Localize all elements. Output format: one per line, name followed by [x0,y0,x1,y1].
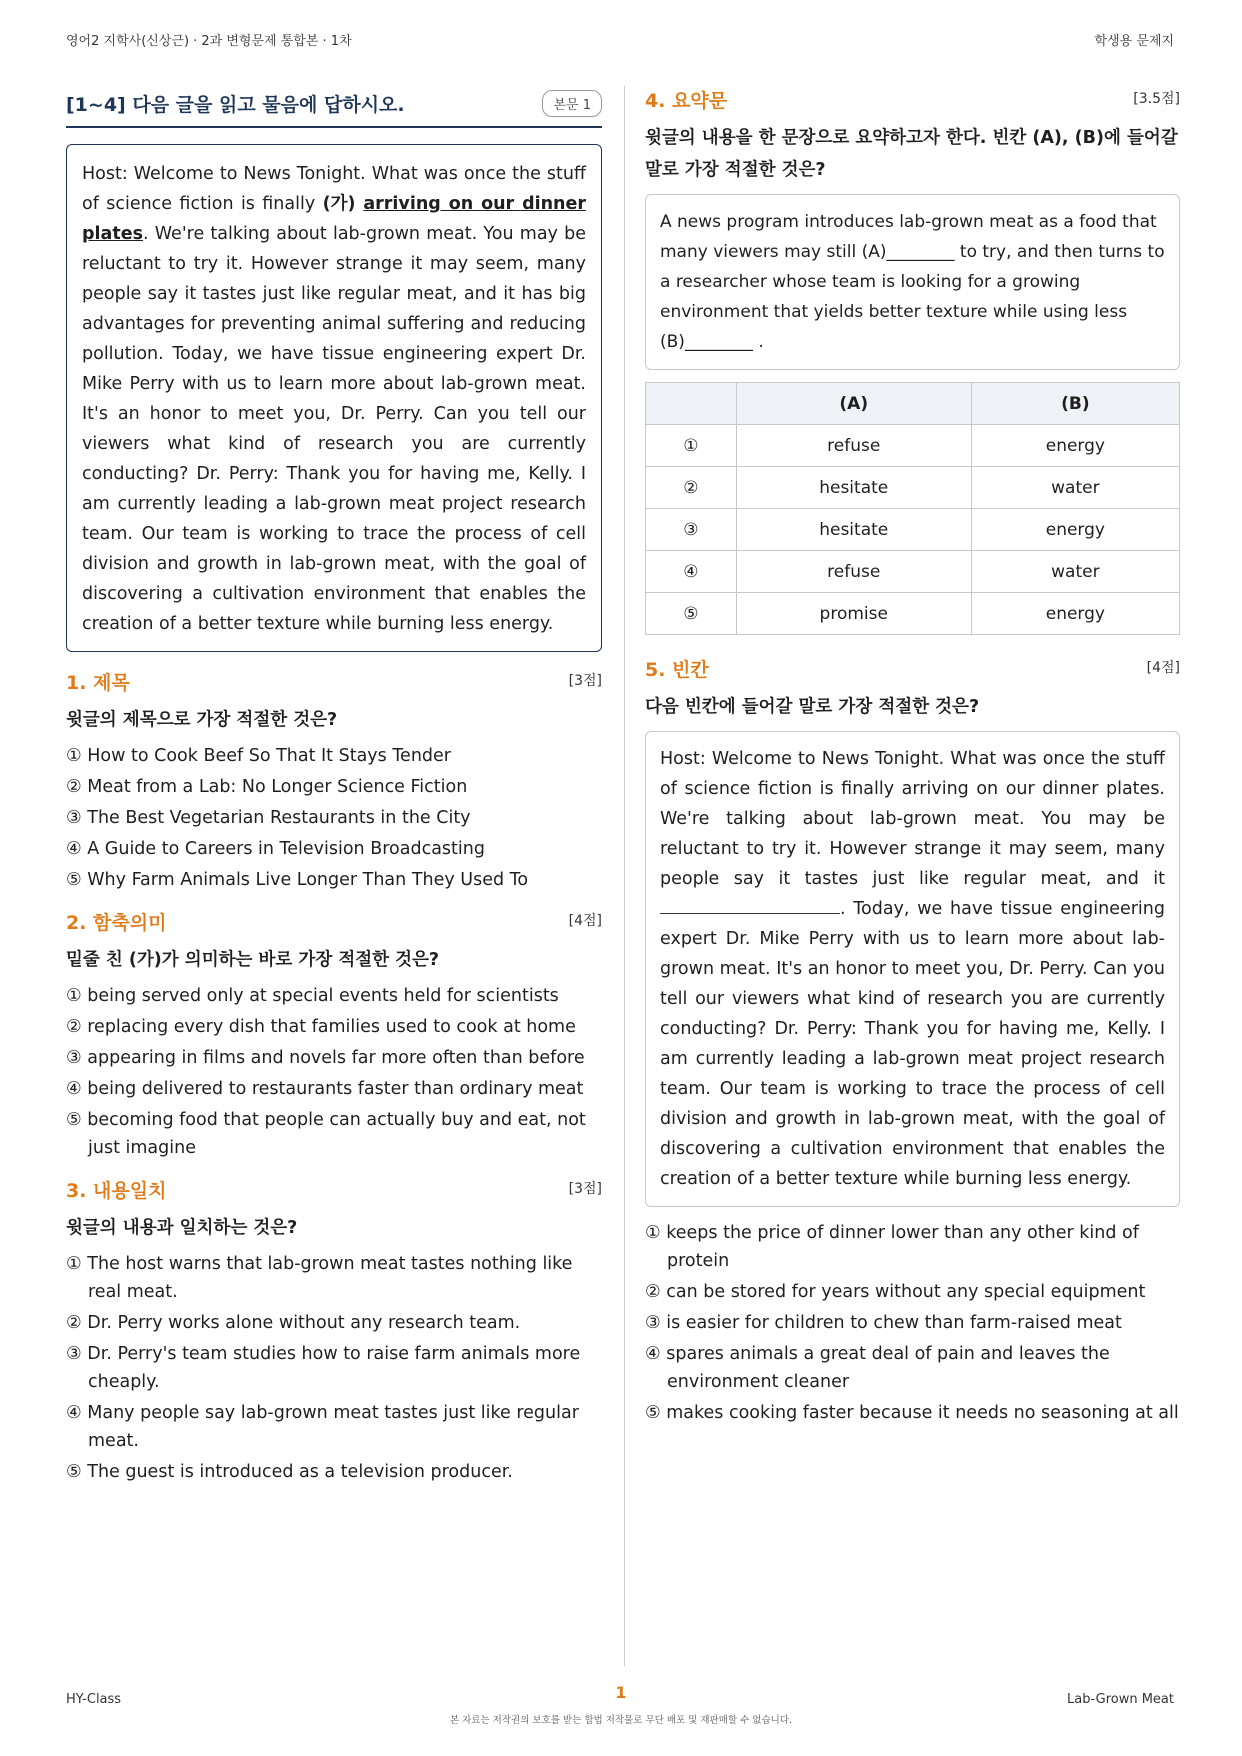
question-3-options [66,1250,602,1486]
table-row[interactable] [646,425,1180,467]
passage-text-after: . We're talking about lab-grown meat. You may be reluctant to try it. However strange it may seem, many people say it tastes just like regular meat, and it has big advantages for preventing animal suffering and reducing pollution. Today, we have tissue engineering expert Dr. Mike Perry with us to learn more about lab-grown meat. It's an honor to meet you, Dr. Perry. Can you tell our viewers what kind of research you are currently conducting? Dr. Perry: Thank you for having me, Kelly. I am currently leading a lab-grown meat project research team. Our team is working to trace the process of cell division and growth in lab-grown meat, with the goal of discovering a cultivation environment that enables the creation of a better texture while burning less energy. [82,224,586,634]
question-2-number: 2. 함축의미 [66,912,167,934]
option[interactable]: ⑤ Why Farm Animals Live Longer Than They Used To [66,870,529,890]
blank-line [660,895,840,914]
question-2-stem: 밑줄 친 (가)가 의미하는 바로 가장 적절한 것은? [66,950,440,970]
question-5-points: [4점] [1146,660,1180,676]
table-cell: hesitate [736,509,971,551]
copyright-notice: 본 자료는 저작권의 보호를 받는 합법 저작물로 무단 배포 및 재판매할 수 없습니다. [449,1715,793,1726]
table-cell: hesitate [736,467,971,509]
option[interactable]: ③ Dr. Perry's team studies how to raise farm animals more cheaply. [66,1344,581,1392]
question-3-stem: 윗글의 내용과 일치하는 것은? [66,1218,298,1238]
blank-passage-after: . Today, we have tissue engineering expert Dr. Mike Perry with us to learn more about lab-grown meat. It's an honor to meet you, Dr. Perry. Can you tell our viewers what kind of research you are currently conducting? Dr. Perry: Thank you for having me, Kelly. I am currently leading a lab-grown meat project research team. Our team is working to trace the process of cell division and growth in lab-grown meat, with the goal of discovering a cultivation environment that enables the creation of a better texture while burning less energy. [660,899,1165,1189]
right-column [645,86,1180,1430]
question-5-options [645,1219,1180,1427]
main-passage [66,144,602,652]
option[interactable]: ④ being delivered to restaurants faster than ordinary meat [66,1079,584,1099]
option[interactable]: ⑤ makes cooking faster because it needs no seasoning at all [645,1403,1179,1423]
set-title: [1~4] 다음 글을 읽고 물음에 답하시오. [66,94,405,116]
table-row[interactable] [646,551,1180,593]
table-row[interactable] [646,593,1180,635]
underlined-phrase: arriving on our dinner plates [82,194,587,244]
question-3-number: 3. 내용일치 [66,1180,167,1202]
question-3 [66,1176,602,1486]
table-header-cell: (B) [971,383,1179,425]
option[interactable]: ③ is easier for children to chew than farm-raised meat [645,1313,1122,1333]
answer-table [645,382,1180,635]
table-cell: refuse [736,425,971,467]
question-5-stem: 다음 빈칸에 들어갈 말로 가장 적절한 것은? [645,697,980,717]
option[interactable]: ④ A Guide to Careers in Television Broadcasting [66,839,485,859]
header-right: 학생용 문제지 [1094,34,1174,49]
table-cell: ② [646,467,737,509]
table-row[interactable] [646,509,1180,551]
passage-marker: (가) [322,194,364,214]
question-4-points: [3.5점] [1133,91,1180,107]
option[interactable]: ④ Many people say lab-grown meat tastes just like regular meat. [66,1403,579,1451]
table-cell: ① [646,425,737,467]
table-cell: energy [971,509,1179,551]
passage-text-before: Host: Welcome to News Tonight. What was once the stuff of science fiction is finally [82,164,586,214]
option[interactable]: ④ spares animals a great deal of pain and leaves the environment cleaner [645,1344,1110,1392]
option[interactable]: ③ The Best Vegetarian Restaurants in the City [66,808,471,828]
table-cell: ④ [646,551,737,593]
table-cell: energy [971,593,1179,635]
table-cell: refuse [736,551,971,593]
question-1-number: 1. 제목 [66,672,130,694]
option[interactable]: ⑤ The guest is introduced as a television producer. [66,1462,513,1482]
table-cell: promise [736,593,971,635]
option[interactable]: ② can be stored for years without any special equipment [645,1282,1146,1302]
option[interactable]: ⑤ becoming food that people can actually buy and eat, not just imagine [66,1110,586,1158]
option[interactable]: ② Dr. Perry works alone without any research team. [66,1313,521,1333]
question-2-points: [4점] [568,913,602,929]
question-4-stem: 윗글의 내용을 한 문장으로 요약하고자 한다. 빈칸 (A), (B)에 들어갈 말로 가장 적절한 것은? [645,128,1178,180]
column-divider [624,86,625,1666]
table-header-cell: (A) [736,383,971,425]
question-3-points: [3점] [568,1181,602,1197]
option[interactable]: ② Meat from a Lab: No Longer Science Fiction [66,777,468,797]
option[interactable]: ① keeps the price of dinner lower than any other kind of protein [645,1223,1139,1271]
option[interactable]: ③ appearing in films and novels far more often than before [66,1048,585,1068]
question-1-points: [3점] [568,673,602,689]
summary-box: A news program introduces lab-grown meat as a food that many viewers may still (A)________ to try, and then turns to a researcher whose team is looking for a growing environment that yields better texture while using less (B)________ . [645,194,1180,370]
option[interactable]: ① The host warns that lab-grown meat tastes nothing like real meat. [66,1254,573,1302]
table-cell: water [971,467,1179,509]
left-column [66,86,602,1489]
table-cell: energy [971,425,1179,467]
question-4 [645,86,1180,635]
question-5-number: 5. 빈칸 [645,659,709,681]
question-1-stem: 윗글의 제목으로 가장 적절한 것은? [66,710,338,730]
blank-passage-box [645,731,1180,1207]
option[interactable]: ① How to Cook Beef So That It Stays Tender [66,746,451,766]
table-cell: ③ [646,509,737,551]
table-cell: water [971,551,1179,593]
footer-right: Lab-Grown Meat [1067,1692,1174,1707]
question-1 [66,668,602,894]
question-4-number: 4. 요약문 [645,90,728,112]
table-cell: ⑤ [646,593,737,635]
question-2-options [66,982,602,1162]
blank-passage-before: Host: Welcome to News Tonight. What was once the stuff of science fiction is finally arriving on our dinner plates. We're talking about lab-grown meat. You may be reluctant to try it. However strange it may seem, many people say it tastes just like regular meat, and it [660,749,1165,889]
footer-left: HY-Class [66,1692,122,1707]
table-row[interactable] [646,467,1180,509]
question-1-options [66,742,602,894]
page-number: 1 [615,1683,627,1702]
header-left: 영어2 지학사(신상근) · 2과 변형문제 통합본 · 1차 [66,34,352,49]
passage-badge: 본문 1 [542,90,602,117]
option[interactable]: ① being served only at special events held for scientists [66,986,559,1006]
option[interactable]: ② replacing every dish that families used to cook at home [66,1017,576,1037]
answer-table-header [646,383,1180,425]
question-2 [66,908,602,1162]
question-5 [645,655,1180,1427]
set-title-row [66,86,602,128]
table-header-cell [646,383,737,425]
